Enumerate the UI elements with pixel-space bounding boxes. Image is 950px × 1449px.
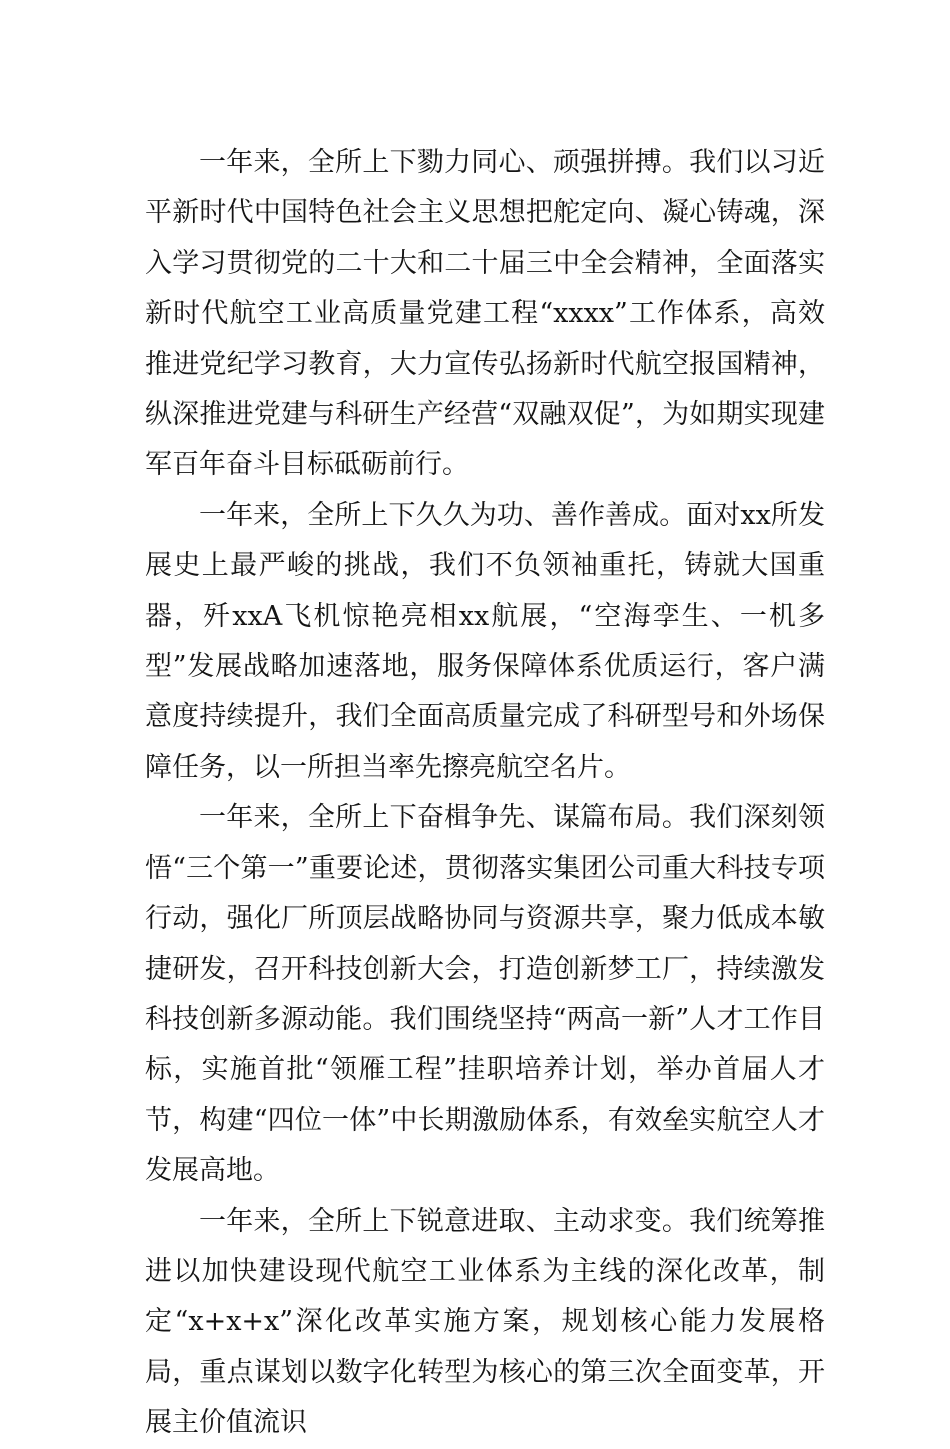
paragraph-1: 一年来，全所上下勠力同心、顽强拼搏。我们以习近平新时代中国特色社会主义思想把舵定向、凝心铸魂，深入学习贯彻党的二十大和二十届三中全会精神，全面落实新时代航空工业高质量党建工程“xxxx”工作体系，高效推进党纪学习教育，大力宣传弘扬新时代航空报国精神，纵深推进党建与科研生产经营“双融双促”，为如期实现建军百年奋斗目标砥砺前行。 <box>145 147 825 481</box>
paragraph-2: 一年来，全所上下久久为功、善作善成。面对xx所发展史上最严峻的挑战，我们不负领袖重托，铸就大国重器，歼xxA飞机惊艳亮相xx航展，“空海孪生、一机多型”发展战略加速落地，服务保障体系优质运行，客户满意度持续提升，我们全面高质量完成了科研型号和外场保障任务，以一所担当率先擦亮航空名片。 <box>145 499 825 783</box>
paragraph-3: 一年来，全所上下奋楫争先、谋篇布局。我们深刻领悟“三个第一”重要论述，贯彻落实集团公司重大科技专项行动，强化厂所顶层战略协同与资源共享，聚力低成本敏捷研发，召开科技创新大会，打造创新梦工厂，持续激发科技创新多源动能。我们围绕坚持“两高一新”人才工作目标，实施首批“领雁工程”挂职培养计划，举办首届人才节，构建“四位一体”中长期激励体系，有效垒实航空人才发展高地。 <box>145 802 825 1187</box>
paragraph-4: 一年来，全所上下锐意进取、主动求变。我们统筹推进以加快建设现代航空工业体系为主线的深化改革，制定“x+x+x”深化改革实施方案，规划核心能力发展格局，重点谋划以数字化转型为核心的第三次全面变革，开展主价值流识 <box>145 1205 825 1439</box>
document-body <box>145 138 825 1449</box>
